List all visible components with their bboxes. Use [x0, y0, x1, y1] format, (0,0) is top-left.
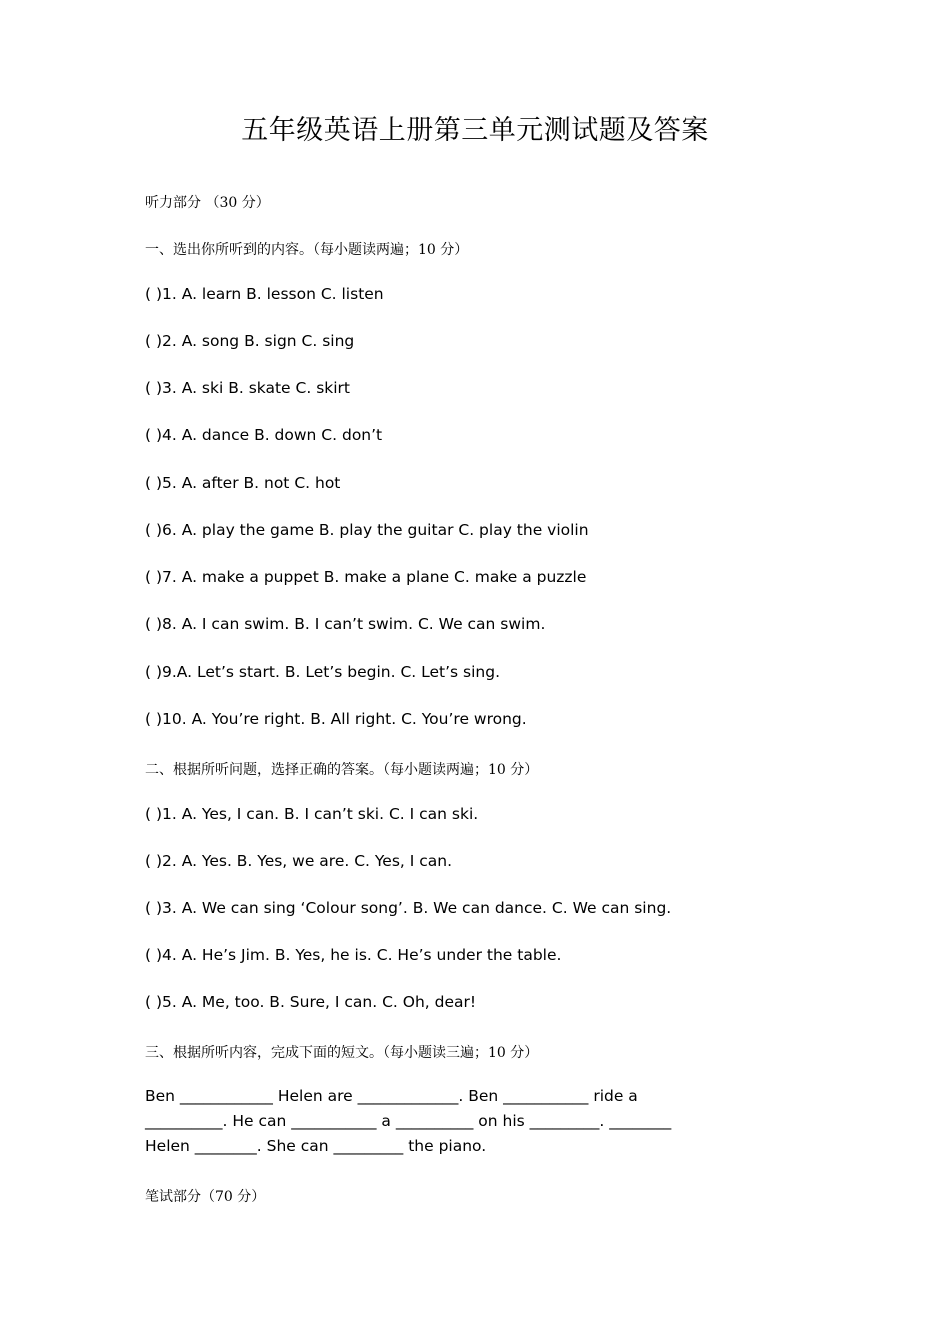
- question-item: ( )3. A. We can sing ‘Colour song’. B. We can dance. C. We can sing.: [145, 899, 672, 917]
- question-item: ( )3. A. ski B. skate C. skirt: [145, 379, 350, 397]
- question-item: ( )5. A. Me, too. B. Sure, I can. C. Oh, dear!: [145, 993, 477, 1011]
- section1-heading: 一、选出你所听到的内容。（每小题读两遍；10 分）: [145, 242, 469, 258]
- question-item: ( )7. A. make a puppet B. make a plane C. make a puzzle: [145, 568, 587, 586]
- question-item: ( )2. A. song B. sign C. sing: [145, 332, 355, 350]
- page-title: 五年级英语上册第三单元测试题及答案: [241, 115, 709, 146]
- question-item: ( )2. A. Yes. B. Yes, we are. C. Yes, I can.: [145, 852, 453, 870]
- question-item: ( )8. A. I can swim. B. I can’t swim. C. We can swim.: [145, 615, 546, 633]
- written-section-header: 笔试部分（70 分）: [145, 1189, 266, 1205]
- question-item: ( )4. A. dance B. down C. don’t: [145, 426, 383, 444]
- question-item: ( )1. A. Yes, I can. B. I can’t ski. C. I can ski.: [145, 805, 479, 823]
- fill-in-passage: [145, 1084, 805, 1159]
- question-item: ( )10. A. You’re right. B. All right. C. You’re wrong.: [145, 710, 527, 728]
- section3-heading: 三、根据所听内容，完成下面的短文。（每小题读三遍；10 分）: [145, 1045, 539, 1061]
- passage-line: Helen ________. She can _________ the piano.: [145, 1137, 487, 1155]
- passage-line: __________. He can ___________ a __________ on his _________. ________: [145, 1112, 672, 1130]
- question-item: ( )4. A. He’s Jim. B. Yes, he is. C. He’s under the table.: [145, 946, 562, 964]
- passage-line: Ben ____________ Helen are _____________. Ben ___________ ride a: [145, 1087, 638, 1105]
- question-item: ( )5. A. after B. not C. hot: [145, 474, 341, 492]
- question-item: ( )1. A. learn B. lesson C. listen: [145, 285, 384, 303]
- listening-section-header: 听力部分 （30 分）: [145, 195, 270, 211]
- question-item: ( )6. A. play the game B. play the guitar C. play the violin: [145, 521, 589, 539]
- question-item: ( )9.A. Let’s start. B. Let’s begin. C. Let’s sing.: [145, 663, 501, 681]
- section2-heading: 二、根据所听问题，选择正确的答案。（每小题读两遍；10 分）: [145, 762, 539, 778]
